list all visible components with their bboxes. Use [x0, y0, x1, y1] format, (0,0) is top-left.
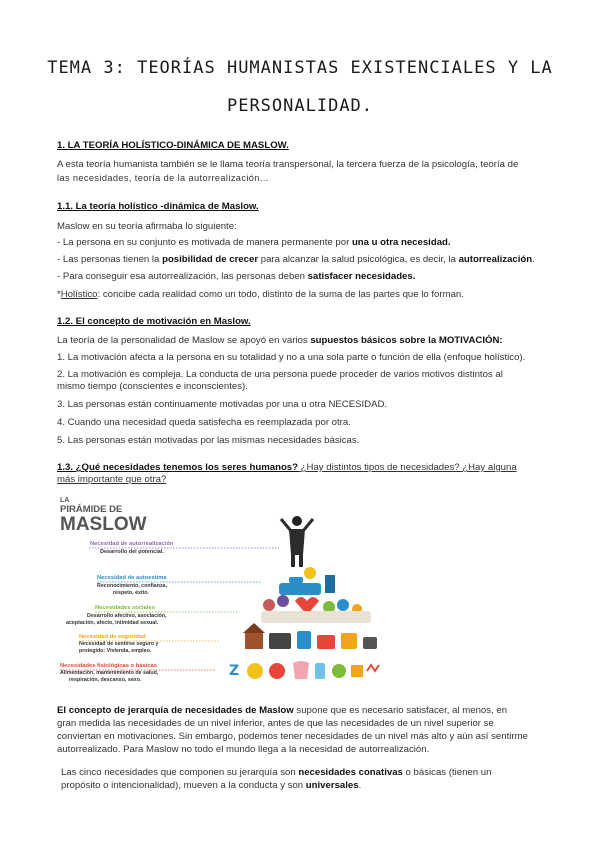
- final-paragraph-2-line-1: Las cinco necesidades que componen su jerarquía son necesidades conativas o básicas (tienen un: [61, 767, 492, 778]
- final-paragraph-1-line-1: El concepto de jerarquía de necesidades de Maslow supone que es necesario satisfacer, al menos, en: [57, 705, 508, 716]
- level-1-name: Necesidad de autorrealización: [90, 541, 174, 547]
- level-3-desc-2: aceptación, afecto, intimidad sexual.: [66, 620, 159, 626]
- section-1-3-heading-line-2: más importante que otra?: [57, 474, 167, 485]
- safety-icons: [243, 623, 377, 649]
- person-celebrating-icon: [281, 516, 313, 567]
- section-1-3-heading-line-1: 1.3. ¿Qué necesidades tenemos los seres humanos? ¿Hay distintos tipos de necesidades? ¿Hay alguna: [57, 462, 517, 473]
- section-1-1-bullet-3: - Para conseguir esa autorrealización, las personas deben satisfacer necesidades.: [57, 271, 416, 282]
- final-paragraph-1-line-2: gran medida las necesidades de un nivel inferior, antes de que las necesidades de un nivel superior se: [57, 718, 494, 729]
- section-1-paragraph-line-2: las necesidades, teoría de la autorrealización...: [57, 173, 269, 183]
- section-1-1-bullet-1: - La persona en su conjunto es motivada de manera permanente por una u otra necesidad.: [57, 237, 451, 248]
- level-2-desc-2: respeto, éxito.: [113, 590, 149, 596]
- section-1-1-heading: 1.1. La teoría holístico -dinámica de Maslow.: [57, 201, 259, 212]
- physiological-icons: [229, 661, 379, 679]
- pyramid-label-big: MASLOW: [60, 514, 147, 535]
- level-1-desc: Desarrollo del potencial.: [100, 549, 164, 555]
- section-1-2-item-5: 5. Las personas están motivadas por las mismas necesidades básicas.: [57, 435, 360, 446]
- level-3-name: Necesidades sociales: [95, 605, 155, 611]
- social-icons: [261, 595, 371, 623]
- section-1-heading: 1. LA TEORÍA HOLÍSTICO-DINÁMICA DE MASLOW.: [57, 140, 289, 151]
- pyramid-label-mid: PIRÁMIDE DE: [60, 504, 123, 515]
- section-1-2-item-4: 4. Cuando una necesidad queda satisfecha es reemplazada por otra.: [57, 417, 351, 428]
- section-1-1-note: *Holístico: concibe cada realidad como un todo, distinto de la suma de las partes que lo forman.: [57, 289, 464, 300]
- section-1-1-bullet-2: - Las personas tienen la posibilidad de crecer para alcanzar la salud psicológica, es decir, la autorrealización.: [57, 254, 535, 265]
- section-1-2-intro: La teoría de la personalidad de Maslow se apoyó en varios supuestos básicos sobre la MOTIVACIÓN:: [57, 335, 503, 346]
- section-1-2-item-1: 1. La motivación afecta a la persona en su totalidad y no a una sola parte o función de ella (enfoque holístico).: [57, 352, 526, 363]
- esteem-icons: [279, 567, 335, 595]
- final-paragraph-2-line-2: propósito o intencionalidad), mueven a la conducta y son universales.: [61, 780, 362, 791]
- section-1-2-heading: 1.2. El concepto de motivación en Maslow.: [57, 316, 251, 327]
- document-title-line-2: PERSONALIDAD.: [226, 96, 374, 116]
- final-paragraph-1-line-4: autorrealizado. Para Maslow no todo el mundo llega a la necesidad de autorrealización.: [57, 744, 430, 755]
- section-1-2-item-3: 3. Las personas están continuamente motivadas por una u otra NECESIDAD.: [57, 399, 388, 410]
- section-1-2-item-2-line-2: mismo tiempo (conscientes e inconscientes).: [57, 381, 248, 392]
- level-5-desc-2: respiración, descanso, sexo.: [69, 677, 142, 683]
- level-2-desc-1: Reconocimiento, confianza,: [97, 583, 168, 589]
- maslow-pyramid-figure: [57, 493, 387, 693]
- section-1-paragraph-line-1: A esta teoría humanista también se le llama teoría transpersonal, la tercera fuerza de la psicología, teoría de: [57, 159, 519, 170]
- level-2-name: Necesidad de autoestima: [97, 575, 167, 581]
- document-title-line-1: TEMA 3: TEORÍAS HUMANISTAS EXISTENCIALES Y LA: [47, 58, 553, 78]
- section-1-2-item-2-line-1: 2. La motivación es compleja. La conducta de una persona puede proceder de varios motivos distintos al: [57, 369, 503, 380]
- pyramid-label-top: LA: [60, 497, 70, 504]
- level-5-name: Necesidades fisiológicas o básicas: [60, 663, 157, 669]
- level-4-desc-1: Necesidad de sentirse seguro y: [79, 641, 159, 647]
- level-4-name: Necesidad de seguridad: [79, 634, 146, 640]
- level-5-desc-1: Alimentación, mantenimiento de salud,: [60, 670, 159, 676]
- svg-text:Z: Z: [229, 663, 240, 679]
- section-1-1-intro: Maslow en su teoría afirmaba lo siguiente:: [57, 221, 237, 232]
- level-3-desc-1: Desarrollo afectivo, asociación,: [87, 613, 167, 619]
- final-paragraph-1-line-3: conviertan en motivaciones. Sin embargo, podemos tener necesidades de un nivel más alto y aún así sentirme: [57, 731, 528, 742]
- level-4-desc-2: protegido: Vivienda, empleo.: [79, 648, 152, 654]
